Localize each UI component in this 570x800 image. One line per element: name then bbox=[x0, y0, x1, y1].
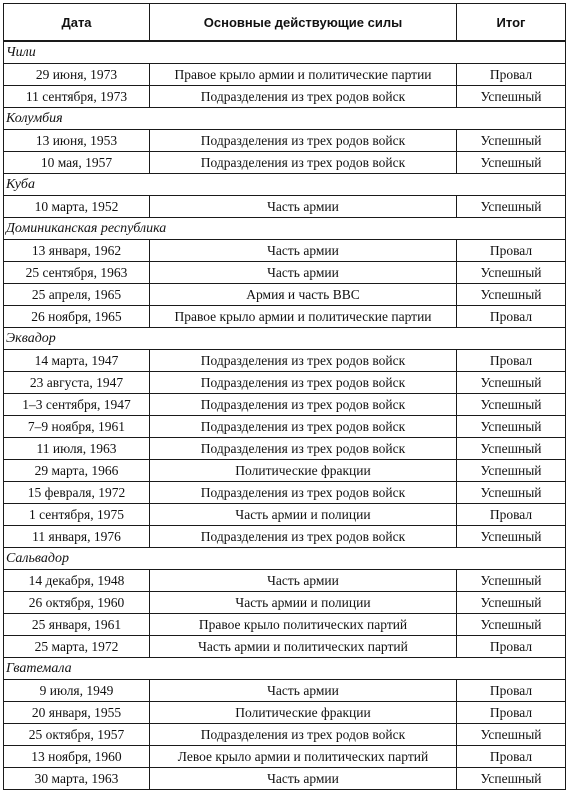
cell-forces: Часть армии bbox=[150, 768, 457, 790]
cell-forces: Часть армии и полиции bbox=[150, 504, 457, 526]
cell-date: 23 августа, 1947 bbox=[4, 372, 150, 394]
cell-forces: Правое крыло политических партий bbox=[150, 614, 457, 636]
cell-result: Провал bbox=[457, 746, 566, 768]
coups-table-document bbox=[3, 3, 565, 790]
cell-result: Успешный bbox=[457, 196, 566, 218]
cell-forces: Правое крыло армии и политические партии bbox=[150, 64, 457, 86]
cell-result: Успешный bbox=[457, 724, 566, 746]
cell-forces: Часть армии и полиции bbox=[150, 592, 457, 614]
country-name: Чили bbox=[4, 41, 566, 64]
table-row bbox=[4, 592, 566, 614]
cell-forces: Часть армии и политических партий bbox=[150, 636, 457, 658]
cell-date: 25 октября, 1957 bbox=[4, 724, 150, 746]
cell-date: 25 апреля, 1965 bbox=[4, 284, 150, 306]
table-row bbox=[4, 152, 566, 174]
cell-result: Успешный bbox=[457, 592, 566, 614]
cell-forces: Подразделения из трех родов войск bbox=[150, 438, 457, 460]
header-row bbox=[4, 4, 566, 42]
table-row bbox=[4, 64, 566, 86]
cell-forces: Подразделения из трех родов войск bbox=[150, 724, 457, 746]
country-name: Сальвадор bbox=[4, 548, 566, 570]
cell-date: 30 марта, 1963 bbox=[4, 768, 150, 790]
cell-forces: Армия и часть ВВС bbox=[150, 284, 457, 306]
cell-forces: Часть армии bbox=[150, 680, 457, 702]
table-row bbox=[4, 438, 566, 460]
cell-forces: Часть армии bbox=[150, 570, 457, 592]
cell-date: 10 марта, 1952 bbox=[4, 196, 150, 218]
cell-forces: Часть армии bbox=[150, 262, 457, 284]
country-row bbox=[4, 658, 566, 680]
country-row bbox=[4, 548, 566, 570]
cell-forces: Подразделения из трех родов войск bbox=[150, 152, 457, 174]
cell-result: Успешный bbox=[457, 394, 566, 416]
table-row bbox=[4, 482, 566, 504]
table-row bbox=[4, 284, 566, 306]
cell-forces: Политические фракции bbox=[150, 460, 457, 482]
cell-result: Успешный bbox=[457, 284, 566, 306]
cell-forces: Подразделения из трех родов войск bbox=[150, 482, 457, 504]
table-row bbox=[4, 614, 566, 636]
country-name: Доминиканская республика bbox=[4, 218, 566, 240]
table-row bbox=[4, 680, 566, 702]
table-body bbox=[4, 41, 566, 790]
cell-date: 11 сентября, 1973 bbox=[4, 86, 150, 108]
cell-result: Провал bbox=[457, 636, 566, 658]
country-row bbox=[4, 218, 566, 240]
table-row bbox=[4, 372, 566, 394]
cell-result: Успешный bbox=[457, 482, 566, 504]
cell-result: Провал bbox=[457, 240, 566, 262]
cell-result: Успешный bbox=[457, 86, 566, 108]
cell-result: Успешный bbox=[457, 614, 566, 636]
table-row bbox=[4, 394, 566, 416]
cell-date: 25 сентября, 1963 bbox=[4, 262, 150, 284]
table-row bbox=[4, 306, 566, 328]
table-row bbox=[4, 504, 566, 526]
cell-result: Провал bbox=[457, 306, 566, 328]
cell-result: Успешный bbox=[457, 372, 566, 394]
country-name: Колумбия bbox=[4, 108, 566, 130]
table-row bbox=[4, 196, 566, 218]
cell-date: 1 сентября, 1975 bbox=[4, 504, 150, 526]
cell-date: 13 июня, 1953 bbox=[4, 130, 150, 152]
cell-forces: Подразделения из трех родов войск bbox=[150, 416, 457, 438]
cell-date: 11 января, 1976 bbox=[4, 526, 150, 548]
cell-date: 11 июля, 1963 bbox=[4, 438, 150, 460]
cell-date: 9 июля, 1949 bbox=[4, 680, 150, 702]
table-row bbox=[4, 350, 566, 372]
cell-forces: Политические фракции bbox=[150, 702, 457, 724]
cell-date: 25 марта, 1972 bbox=[4, 636, 150, 658]
cell-forces: Часть армии bbox=[150, 240, 457, 262]
cell-forces: Подразделения из трех родов войск bbox=[150, 526, 457, 548]
table-row bbox=[4, 240, 566, 262]
cell-result: Провал bbox=[457, 64, 566, 86]
table-row bbox=[4, 130, 566, 152]
cell-result: Успешный bbox=[457, 416, 566, 438]
cell-forces: Подразделения из трех родов войск bbox=[150, 350, 457, 372]
cell-forces: Часть армии bbox=[150, 196, 457, 218]
cell-forces: Правое крыло армии и политические партии bbox=[150, 306, 457, 328]
cell-result: Провал bbox=[457, 504, 566, 526]
cell-date: 7–9 ноября, 1961 bbox=[4, 416, 150, 438]
table-row bbox=[4, 416, 566, 438]
cell-forces: Подразделения из трех родов войск bbox=[150, 394, 457, 416]
column-header-result: Итог bbox=[457, 4, 566, 42]
cell-date: 29 марта, 1966 bbox=[4, 460, 150, 482]
column-header-forces: Основные действующие силы bbox=[150, 4, 457, 42]
cell-result: Провал bbox=[457, 702, 566, 724]
cell-result: Успешный bbox=[457, 438, 566, 460]
cell-date: 14 декабря, 1948 bbox=[4, 570, 150, 592]
cell-date: 20 января, 1955 bbox=[4, 702, 150, 724]
cell-result: Успешный bbox=[457, 262, 566, 284]
table-row bbox=[4, 768, 566, 790]
cell-date: 10 мая, 1957 bbox=[4, 152, 150, 174]
country-name: Куба bbox=[4, 174, 566, 196]
table-row bbox=[4, 86, 566, 108]
cell-date: 29 июня, 1973 bbox=[4, 64, 150, 86]
cell-result: Провал bbox=[457, 680, 566, 702]
table-row bbox=[4, 460, 566, 482]
cell-result: Успешный bbox=[457, 768, 566, 790]
cell-forces: Левое крыло армии и политических партий bbox=[150, 746, 457, 768]
table-row bbox=[4, 702, 566, 724]
table-row bbox=[4, 724, 566, 746]
cell-forces: Подразделения из трех родов войск bbox=[150, 130, 457, 152]
cell-result: Успешный bbox=[457, 152, 566, 174]
table-row bbox=[4, 570, 566, 592]
country-row bbox=[4, 174, 566, 196]
cell-result: Провал bbox=[457, 350, 566, 372]
table-row bbox=[4, 262, 566, 284]
table-row bbox=[4, 636, 566, 658]
country-name: Гватемала bbox=[4, 658, 566, 680]
cell-result: Успешный bbox=[457, 460, 566, 482]
country-name: Эквадор bbox=[4, 328, 566, 350]
column-header-date: Дата bbox=[4, 4, 150, 42]
cell-result: Успешный bbox=[457, 130, 566, 152]
cell-date: 26 ноября, 1965 bbox=[4, 306, 150, 328]
cell-forces: Подразделения из трех родов войск bbox=[150, 86, 457, 108]
cell-date: 15 февраля, 1972 bbox=[4, 482, 150, 504]
cell-result: Успешный bbox=[457, 526, 566, 548]
cell-result: Успешный bbox=[457, 570, 566, 592]
cell-date: 13 ноября, 1960 bbox=[4, 746, 150, 768]
cell-date: 13 января, 1962 bbox=[4, 240, 150, 262]
coups-table bbox=[3, 3, 566, 790]
cell-date: 14 марта, 1947 bbox=[4, 350, 150, 372]
country-row bbox=[4, 41, 566, 64]
table-row bbox=[4, 746, 566, 768]
country-row bbox=[4, 108, 566, 130]
country-row bbox=[4, 328, 566, 350]
cell-date: 25 января, 1961 bbox=[4, 614, 150, 636]
table-row bbox=[4, 526, 566, 548]
cell-forces: Подразделения из трех родов войск bbox=[150, 372, 457, 394]
cell-date: 1–3 сентября, 1947 bbox=[4, 394, 150, 416]
cell-date: 26 октября, 1960 bbox=[4, 592, 150, 614]
